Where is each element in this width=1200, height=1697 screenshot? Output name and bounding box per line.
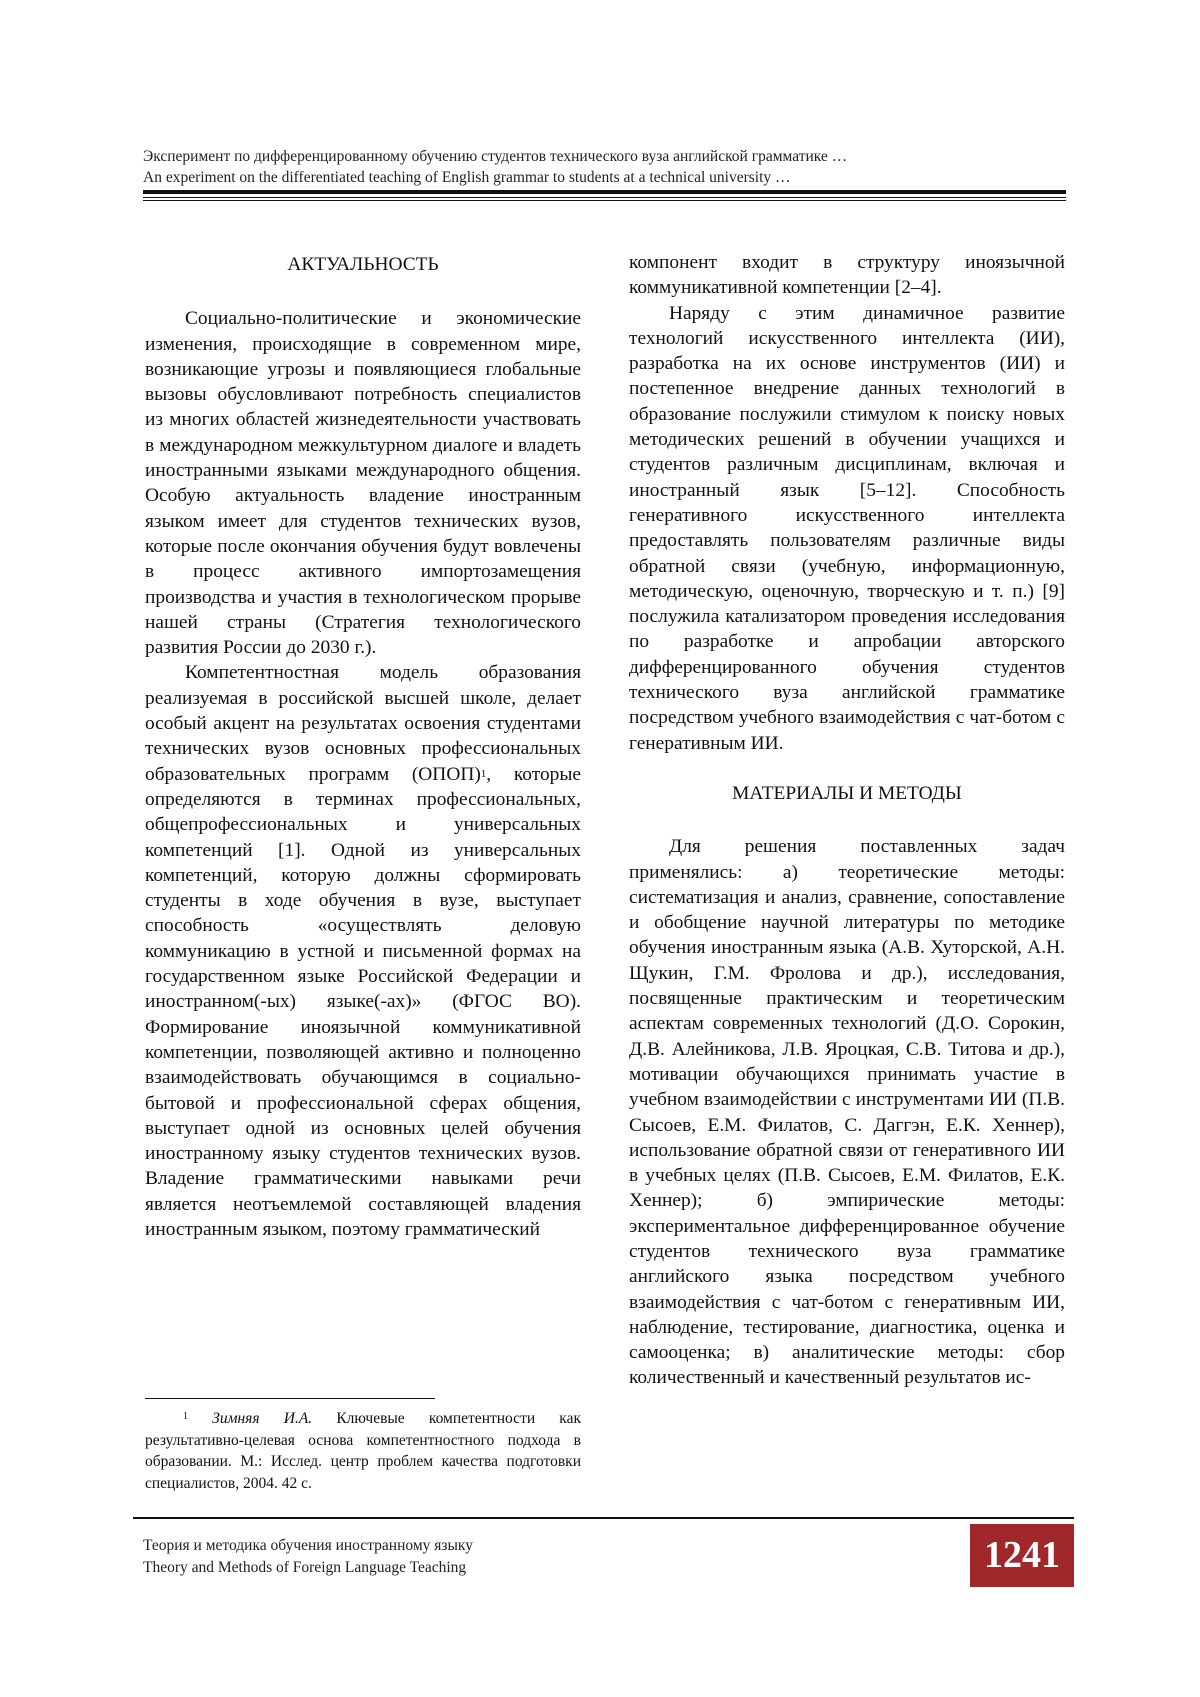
section-heading-methods: МАТЕРИАЛЫ И МЕТОДЫ	[732, 782, 962, 804]
paragraph-text: , которые определяются в терминах профессиональных, общепрофессиональных и универсальных компетенций [1]. Одной из универсальных компетенций, которую должны сформировать студенты в ходе обучения в вузе, выступает способность «осуществлять деловую коммуникацию в устной и письменной формах на государственном языке Российской Федерации и иностранном(-ых) языке(-ах)» (ФГОС ВО). Формирование иноязычной коммуникативной компетенции, позволяющей активно и полноценно взаимодействовать обучающимся в социально-бытовой и профессиональной сферах общения, выступает одной из основных целей обучения иностранному языку студентов технических вузов. Владение грамматическими навыками речи является неотъемлемой составляющей владения иностранным языком, поэтому грамматический	[145, 763, 581, 1240]
right-column	[629, 250, 1065, 1391]
footnote	[145, 1408, 581, 1494]
journal-title-en: Theory and Methods of Foreign Language Teaching	[143, 1558, 467, 1576]
page-number-badge: 1241	[970, 1524, 1074, 1587]
header-title-ru: Эксперимент по дифференцированному обучению студентов технического вуза английской грамматике …	[143, 148, 848, 165]
left-column	[145, 252, 581, 1242]
paragraph	[145, 660, 581, 1242]
footnote-ref[interactable]: 1	[480, 767, 487, 780]
header-title-en: An experiment on the differentiated teaching of English grammar to students at a technical university …	[143, 169, 791, 186]
paragraph-continuation: компонент входит в структуру иноязычной коммуникативной компетенции [2–4].	[629, 252, 1065, 299]
footer-rule	[133, 1517, 1074, 1519]
header-rule-thin-2	[143, 200, 1066, 201]
footnote-rule	[145, 1398, 435, 1399]
paragraph: Социально-политические и экономические изменения, происходящие в современном мире, возникающие угрозы и появляющиеся глобальные вызовы обусловливают потребность специалистов из многих областей жизнедеятельности участвовать в международном межкультурном диалоге и владеть иностранными языками международного общения. Особую актуальность владение иностранным языком имеет для студентов технических вузов, которые после окончания обучения будут вовлечены в процесс активного импортозамещения производства и участия в технологическом прорыве нашей страны (Стратегия технологического развития России до 2030 г.).	[145, 308, 581, 659]
footnote-text: Ключевые компетентности как результативно-целевая основа компетентностного подхода в образовании. М.: Исслед. центр проблем качества подготовки специалистов, 2004. 42 с.	[145, 1410, 582, 1492]
running-header	[143, 146, 1073, 188]
header-rule-thin-1	[143, 197, 1066, 198]
section-heading-relevance: АКТУАЛЬНОСТЬ	[287, 254, 439, 275]
footnote-author: Зимняя И.А.	[212, 1410, 313, 1427]
journal-title-ru: Теория и методика обучения иностранному языку	[143, 1537, 473, 1554]
paragraph-text: Компетентностная модель образования реализуемая в российской высшей школе, делает особый акцент на результатах освоения студентами технических вузов основных профессиональных образовательных программ (ОПОП)	[145, 662, 581, 785]
footnote-marker: 1	[183, 1411, 188, 1422]
header-rule-thick	[143, 190, 1066, 194]
paragraph: Для решения поставленных задач применялись: а) теоретические методы: систематизация и анализ, сравнение, сопоставление и обобщение научной литературы по методике обучения иностранным языка (А.В. Хуторской, А.Н. Щукин, Г.М. Фролова и др.), исследования, посвященные практическим и теоретическим аспектам современных технологий (Д.О. Сорокин, Д.В. Алейникова, Л.В. Яроцкая, С.В. Титова и др.), мотивации обучающихся принимать участие в учебном взаимодействии с инструментами ИИ (П.В. Сысоев, Е.М. Филатов, С. Даггэн, Е.К. Хеннер), использование обратной связи от генеративного ИИ в учебных целях (П.В. Сысоев, Е.М. Филатов, Е.К. Хеннер); б) эмпирические методы: экспериментальное дифференцированное обучение студентов технического вуза грамматике английского языка посредством учебного взаимодействия с чат-ботом с генеративным ИИ, наблюдение, тестирование, диагностика, оценка и самооценка; в) аналитические методы: сбор количественный и качественный результатов ис-	[629, 836, 1065, 1389]
running-footer	[143, 1535, 843, 1578]
paragraph: Наряду с этим динамичное развитие технологий искусственного интеллекта (ИИ), разработка на их основе инструментов (ИИ) и постепенное внедрение данных технологий в образование послужили стимулом к поиску новых методических решений в обучении учащихся и студентов различным дисциплинам, включая и иностранный язык [5–12]. Способность генеративного искусственного интеллекта предоставлять пользователям различные виды обратной связи (учебную, информационную, методическую, оценочную, творческую и т. п.) [9] послужила катализатором проведения исследования по разработке и апробации авторского дифференцированного обучения студентов технического вуза английской грамматике посредством учебного взаимодействия с чат-ботом с генеративным ИИ.	[629, 302, 1065, 754]
